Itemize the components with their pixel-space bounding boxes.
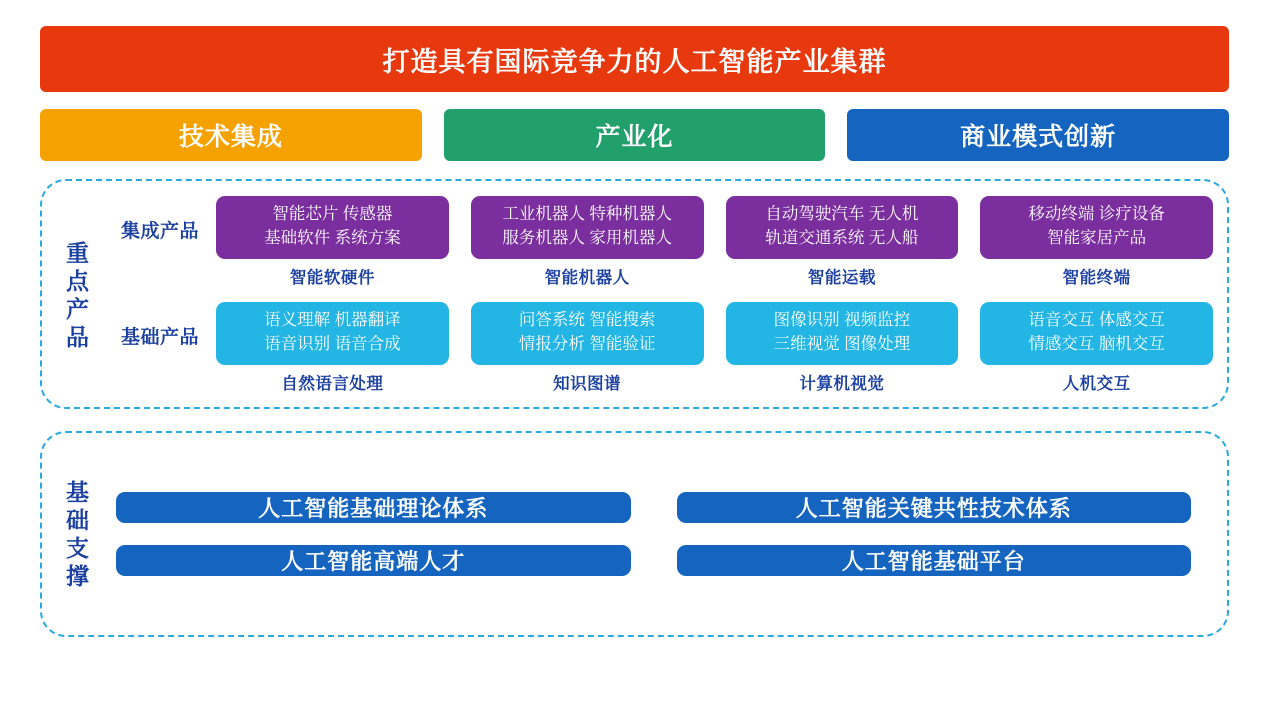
card-column xyxy=(216,196,449,288)
card-caption: 人机交互 xyxy=(1062,374,1131,393)
pillar-label: 产业化 xyxy=(595,123,674,151)
card-line: 情报分析 智能验证 xyxy=(518,334,656,353)
card-line: 问答系统 智能搜索 xyxy=(518,311,656,329)
support-card-grid xyxy=(104,492,1191,576)
support-card-label: 人工智能关键共性技术体系 xyxy=(795,496,1072,521)
card-caption: 智能机器人 xyxy=(544,269,630,287)
pillar-business-model-innovation xyxy=(847,109,1229,161)
product-card xyxy=(980,196,1213,259)
pillar-tech-integration xyxy=(40,109,422,161)
card-line: 语义理解 机器翻译 xyxy=(264,311,401,329)
product-card xyxy=(726,196,959,259)
card-line: 智能芯片 传感器 xyxy=(272,205,393,224)
card-line: 语音识别 语音合成 xyxy=(264,334,401,353)
card-line: 服务机器人 家用机器人 xyxy=(502,229,672,248)
card-caption: 智能运载 xyxy=(807,269,876,287)
card-line: 自动驾驶汽车 无人机 xyxy=(765,205,919,224)
pillar-industrialization xyxy=(444,109,826,161)
key-products-section xyxy=(40,179,1229,409)
support-card-high-end-talent xyxy=(116,545,631,576)
card-caption: 智能软硬件 xyxy=(289,269,375,287)
side-label-char: 产 xyxy=(66,296,90,322)
side-label-char: 撑 xyxy=(66,563,90,590)
support-card-label: 人工智能高端人才 xyxy=(281,549,466,574)
product-card xyxy=(216,302,449,365)
support-card-label: 人工智能基础理论体系 xyxy=(258,496,489,521)
card-column xyxy=(980,302,1213,394)
pillar-label: 商业模式创新 xyxy=(960,123,1117,151)
key-products-side-label xyxy=(52,239,104,351)
card-column xyxy=(216,302,449,394)
key-products-rows xyxy=(104,196,1213,394)
card-line: 图像识别 视频监控 xyxy=(773,311,911,329)
side-label-char: 础 xyxy=(66,506,90,533)
product-card xyxy=(471,196,704,259)
support-card-theory-system xyxy=(116,492,631,523)
support-card-key-common-tech xyxy=(677,492,1192,523)
row-label: 集成产品 xyxy=(120,221,199,243)
card-column xyxy=(980,196,1213,288)
support-card-basic-platform xyxy=(677,545,1192,576)
card-column xyxy=(471,302,704,394)
product-card xyxy=(471,302,704,365)
product-card xyxy=(980,302,1213,365)
card-line: 三维视觉 图像处理 xyxy=(773,334,911,353)
card-column xyxy=(726,196,959,288)
card-line: 智能家居产品 xyxy=(1047,229,1147,248)
card-column xyxy=(471,196,704,288)
side-label-char: 品 xyxy=(66,324,90,351)
pillar-row xyxy=(40,109,1229,161)
product-card xyxy=(216,196,449,259)
card-line: 工业机器人 特种机器人 xyxy=(502,205,672,224)
support-card-label: 人工智能基础平台 xyxy=(841,549,1026,574)
side-label-char: 基 xyxy=(66,478,90,505)
basic-products-row xyxy=(104,302,1213,394)
product-card xyxy=(726,302,959,365)
card-caption: 计算机视觉 xyxy=(799,374,885,393)
pillar-label: 技术集成 xyxy=(178,123,283,151)
card-line: 基础软件 系统方案 xyxy=(264,229,401,248)
card-caption: 自然语言处理 xyxy=(281,374,384,393)
side-label-char: 点 xyxy=(66,267,90,294)
page-title-text: 打造具有国际竞争力的人工智能产业集群 xyxy=(382,46,887,77)
card-line: 移动终端 诊疗设备 xyxy=(1028,205,1165,224)
integrated-products-row xyxy=(104,196,1213,288)
card-line: 轨道交通系统 无人船 xyxy=(765,229,919,248)
card-line: 情感交互 脑机交互 xyxy=(1028,334,1165,353)
side-label-char: 支 xyxy=(66,535,90,561)
foundation-support-section xyxy=(40,431,1229,637)
card-caption: 知识图谱 xyxy=(553,374,622,393)
card-line: 语音交互 体感交互 xyxy=(1028,311,1165,329)
row-label: 基础产品 xyxy=(120,327,199,348)
card-column xyxy=(726,302,959,394)
card-group xyxy=(216,196,1213,288)
foundation-support-side-label xyxy=(52,478,104,590)
side-label-char: 重 xyxy=(66,239,90,266)
card-group xyxy=(216,302,1213,394)
page-title xyxy=(40,26,1229,92)
card-caption: 智能终端 xyxy=(1062,269,1131,287)
